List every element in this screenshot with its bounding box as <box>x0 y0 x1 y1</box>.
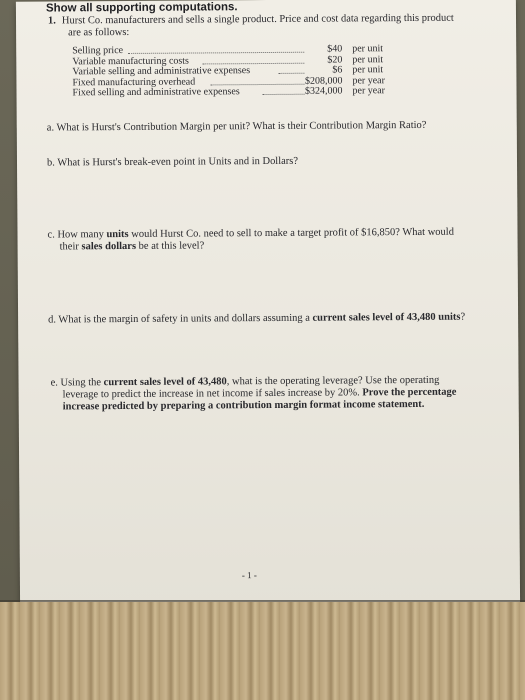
row-label: Selling price <box>72 45 124 57</box>
leader-dots <box>263 94 305 95</box>
question-e-text: leverage to predict the increase in net income if sales increase by 20%. <box>62 387 363 401</box>
leader-dots <box>278 73 304 74</box>
emphasis-text: current sales level of 43,480 units <box>312 311 461 324</box>
question-letter: c. <box>47 229 55 241</box>
question-e-text: Using the <box>60 377 104 389</box>
row-unit: per unit <box>352 43 384 55</box>
wooden-desk-surface <box>0 602 525 700</box>
row-label: Variable manufacturing costs <box>72 55 189 67</box>
question-1-text: Hurst Co. manufacturers and sells a single product. Price and cost data regarding this product <box>61 12 454 27</box>
question-d-text: What is the margin of safety in units and dollars assuming a <box>58 312 313 326</box>
row-label: Fixed manufacturing overhead <box>72 76 196 88</box>
question-letter: d. <box>48 314 57 326</box>
row-amount: $20 <box>327 53 343 66</box>
emphasis-text: current sales level of 43,480 <box>103 376 227 389</box>
question-e-text: , what is the operating leverage? Use the operating <box>226 374 440 388</box>
question-e <box>51 374 491 413</box>
row-amount: $324,000 <box>304 85 343 97</box>
question-1 <box>48 13 454 28</box>
question-letter: b. <box>46 157 55 169</box>
table-row <box>72 86 402 99</box>
row-amount: $6 <box>332 64 343 76</box>
leader-dots <box>210 83 304 85</box>
question-c-text: How many <box>57 229 107 241</box>
row-amount: $40 <box>327 43 343 55</box>
question-c-text: be at this level? <box>135 240 205 252</box>
question-b <box>47 156 298 170</box>
cost-data-table <box>72 44 402 99</box>
question-c-text: their <box>59 241 82 253</box>
row-amount: $208,000 <box>304 74 343 87</box>
emphasis-text: increase predicted by preparing a contribution margin format income statement. <box>62 398 425 413</box>
emphasis-text: sales dollars <box>81 240 137 253</box>
question-c-text: would Hurst Co. need to sell to make a target profit of $16,850? What would <box>128 226 454 240</box>
worksheet-page <box>16 0 520 610</box>
row-unit: per year <box>352 74 385 86</box>
leader-dots <box>128 52 304 54</box>
question-a <box>47 120 427 135</box>
row-unit: per unit <box>352 64 384 76</box>
question-c <box>47 226 487 253</box>
emphasis-text: Prove the percentage <box>362 386 457 399</box>
question-number: 1. <box>47 15 56 27</box>
question-letter: e. <box>50 377 58 389</box>
question-1-text-continued: are as follows: <box>68 26 130 39</box>
row-label: Fixed selling and administrative expenses <box>72 86 240 99</box>
question-letter: a. <box>46 122 55 134</box>
row-unit: per year <box>352 85 386 97</box>
question-b-text: What is Hurst's break-even point in Units and in Dollars? <box>57 155 299 169</box>
row-unit: per unit <box>352 53 384 65</box>
page-heading: Show all supporting computations. <box>45 1 238 15</box>
leader-dots <box>202 62 304 64</box>
page-number: - 1 - <box>241 570 257 581</box>
question-d-text: ? <box>460 311 466 323</box>
question-a-text: What is Hurst's Contribution Margin per unit? What is their Contribution Margin Ratio? <box>56 119 427 134</box>
question-d <box>48 312 465 327</box>
emphasis-text: units <box>106 228 129 241</box>
row-label: Variable selling and administrative expenses <box>72 65 251 78</box>
